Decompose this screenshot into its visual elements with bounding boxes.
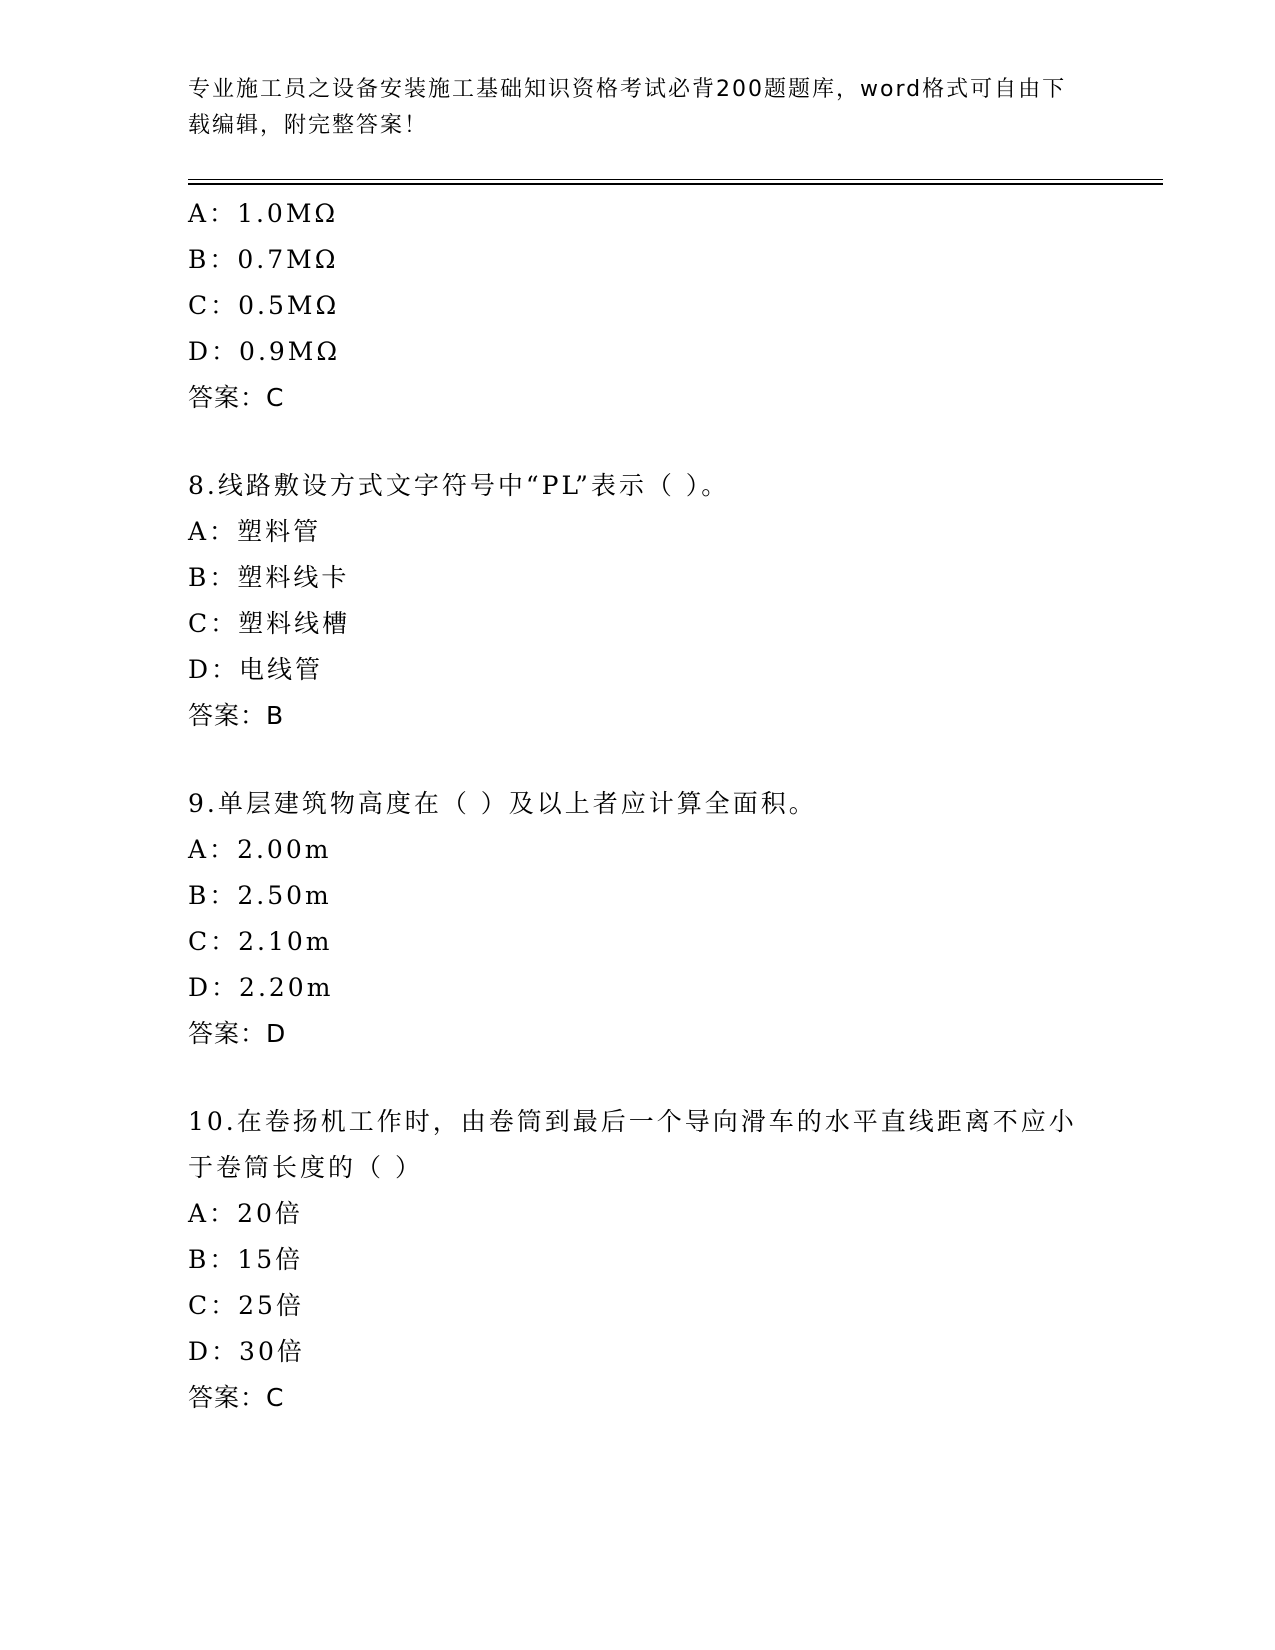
option-a: A：1.0MΩ xyxy=(188,199,339,228)
spacer xyxy=(188,421,1088,463)
question-block xyxy=(188,191,1088,421)
question-block xyxy=(188,1099,1088,1421)
answer-line: 答案：B xyxy=(188,701,285,730)
answer-line: 答案：C xyxy=(188,383,285,412)
option-c: C：0.5MΩ xyxy=(188,291,340,320)
header-divider-thin xyxy=(188,179,1163,180)
option-d: D：30倍 xyxy=(188,1337,305,1366)
question-text: 8.线路敷设方式文字符号中“PL”表示（ ）。 xyxy=(188,471,730,500)
document-header xyxy=(188,72,1078,144)
header-divider-thick xyxy=(188,183,1163,185)
option-d: D：0.9MΩ xyxy=(188,337,341,366)
option-c: C：塑料线槽 xyxy=(188,609,351,638)
question-list xyxy=(188,191,1088,1421)
answer-line: 答案：C xyxy=(188,1383,285,1412)
question-block xyxy=(188,781,1088,1057)
option-c: C：25倍 xyxy=(188,1291,304,1320)
spacer xyxy=(188,739,1088,781)
option-d: D：电线管 xyxy=(188,655,324,684)
header-title: 专业施工员之设备安装施工基础知识资格考试必背200题题库，word格式可自由下载编辑，附完整答案！ xyxy=(188,77,1067,138)
question-block xyxy=(188,463,1088,739)
option-b: B：0.7MΩ xyxy=(188,245,339,274)
question-text: 9.单层建筑物高度在（ ）及以上者应计算全面积。 xyxy=(188,789,817,818)
option-a: A：20倍 xyxy=(188,1199,303,1228)
answer-line: 答案：D xyxy=(188,1019,287,1048)
option-a: A：2.00m xyxy=(188,835,332,864)
option-a: A：塑料管 xyxy=(188,517,322,546)
option-b: B：2.50m xyxy=(188,881,332,910)
option-b: B：15倍 xyxy=(188,1245,304,1274)
option-c: C：2.10m xyxy=(188,927,333,956)
option-d: D：2.20m xyxy=(188,973,334,1002)
option-b: B：塑料线卡 xyxy=(188,563,350,592)
question-text: 10.在卷扬机工作时，由卷筒到最后一个导向滑车的水平直线距离不应小于卷筒长度的（ ） xyxy=(188,1107,1077,1182)
spacer xyxy=(188,1057,1088,1099)
